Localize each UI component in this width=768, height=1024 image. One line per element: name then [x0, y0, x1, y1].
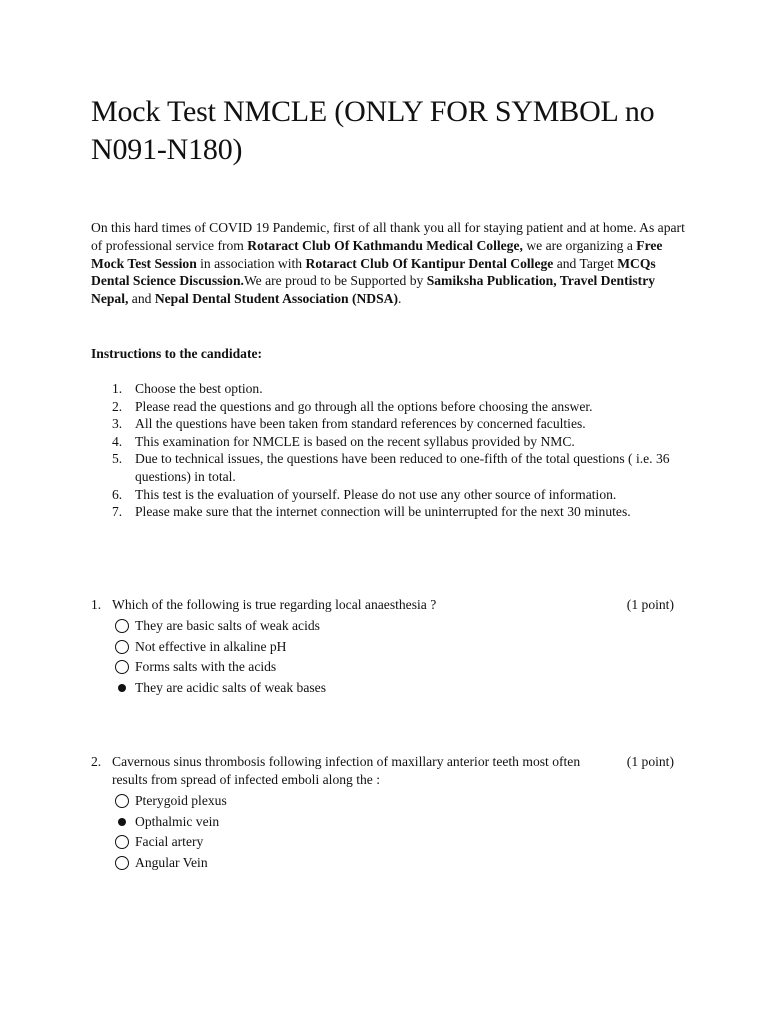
- intro-text: and: [128, 291, 155, 307]
- option-label: Not effective in alkaline pH: [135, 638, 287, 654]
- answer-option[interactable]: [91, 853, 691, 874]
- instruction-item: [91, 398, 691, 416]
- answer-option[interactable]: [91, 678, 691, 699]
- answer-option[interactable]: [91, 832, 691, 853]
- answer-option[interactable]: [91, 637, 691, 658]
- instruction-text: Please make sure that the internet connection will be uninterrupted for the next 30 minutes.: [135, 504, 631, 520]
- radio-unselected-icon[interactable]: [115, 660, 129, 674]
- question-points: (1 point): [626, 754, 674, 769]
- instruction-item: [91, 450, 691, 485]
- question-1: [91, 596, 691, 698]
- intro-bold-text: Rotaract Club Of Kathmandu Medical College,: [247, 237, 523, 253]
- intro-text: in association with: [196, 255, 306, 271]
- instruction-text: Due to technical issues, the questions have been reduced to one-fifth of the total questions ( i.e. 36 questions) in total.: [135, 451, 670, 484]
- instruction-item: [91, 380, 691, 398]
- instruction-item: [91, 433, 691, 451]
- question-number: 1.: [91, 597, 102, 612]
- radio-unselected-icon[interactable]: [115, 794, 129, 808]
- intro-bold-text: Samiksha Publication, Travel Dentistry Nepal,: [91, 273, 656, 307]
- instruction-number: 1.: [112, 381, 123, 396]
- instruction-text: Please read the questions and go through all the options before choosing the answer.: [135, 398, 593, 414]
- instruction-text: This test is the evaluation of yourself. Please do not use any other source of information.: [135, 486, 617, 502]
- question-number: 2.: [91, 754, 102, 769]
- radio-selected-icon[interactable]: [115, 815, 129, 829]
- radio-unselected-icon[interactable]: [115, 640, 129, 654]
- option-label: They are basic salts of weak acids: [135, 618, 320, 633]
- option-label: Forms salts with the acids: [135, 659, 277, 674]
- instruction-number: 2.: [112, 398, 123, 414]
- instruction-number: 7.: [112, 504, 123, 520]
- instruction-number: 4.: [112, 433, 123, 449]
- instruction-text: This examination for NMCLE is based on the recent syllabus provided by NMC.: [135, 433, 575, 449]
- instruction-text: Choose the best option.: [135, 381, 263, 396]
- intro-text: On this hard times of COVID 19 Pandemic, first of all thank you all for staying patient and at home. As apart of professional service from: [91, 220, 685, 253]
- intro-text: and Target: [553, 255, 618, 271]
- question-points: (1 point): [626, 597, 674, 612]
- answer-option[interactable]: [91, 657, 691, 678]
- option-label: Pterygoid plexus: [135, 793, 227, 808]
- option-label: They are acidic salts of weak bases: [135, 679, 326, 695]
- instruction-item: [91, 486, 691, 504]
- instruction-text: All the questions have been taken from standard references by concerned faculties.: [135, 416, 586, 432]
- question-header: [91, 596, 691, 614]
- instruction-number: 6.: [112, 486, 123, 502]
- instructions-list: [91, 380, 691, 521]
- question-header: [91, 753, 691, 789]
- instruction-number: 3.: [112, 416, 123, 432]
- intro-text: we are organizing a: [522, 237, 637, 253]
- intro-bold-text: Free Mock Test Session: [91, 237, 663, 271]
- intro-bold-text: Rotaract Club Of Kantipur Dental College: [305, 255, 554, 271]
- page-title: Mock Test NMCLE (ONLY FOR SYMBOL no N091-N180): [91, 95, 655, 166]
- instruction-number: 5.: [112, 451, 123, 467]
- question-text: Which of the following is true regarding local anaesthesia ?: [112, 597, 437, 612]
- instructions-heading: Instructions to the candidate:: [91, 346, 263, 361]
- intro-paragraph: [91, 219, 691, 308]
- radio-unselected-icon[interactable]: [115, 835, 129, 849]
- question-text: Cavernous sinus thrombosis following infection of maxillary anterior teeth most often results from spread of infected emboli along the :: [112, 754, 581, 787]
- instruction-item: [91, 503, 691, 521]
- radio-unselected-icon[interactable]: [115, 619, 129, 633]
- answer-options: [91, 616, 691, 698]
- intro-text: We are proud to be Supported by: [243, 273, 427, 289]
- option-label: Angular Vein: [135, 854, 208, 870]
- intro-bold-text: MCQs Dental Science Discussion.: [91, 255, 656, 289]
- radio-selected-icon[interactable]: [115, 681, 129, 695]
- question-2: [91, 753, 691, 873]
- intro-text: .: [398, 291, 402, 307]
- option-label: Opthalmic vein: [135, 813, 220, 829]
- answer-option[interactable]: [91, 812, 691, 833]
- answer-option[interactable]: [91, 616, 691, 637]
- intro-bold-text: Nepal Dental Student Association (NDSA): [154, 291, 399, 307]
- instruction-item: [91, 415, 691, 433]
- answer-options: [91, 791, 691, 873]
- radio-unselected-icon[interactable]: [115, 856, 129, 870]
- answer-option[interactable]: [91, 791, 691, 812]
- option-label: Facial artery: [135, 834, 204, 849]
